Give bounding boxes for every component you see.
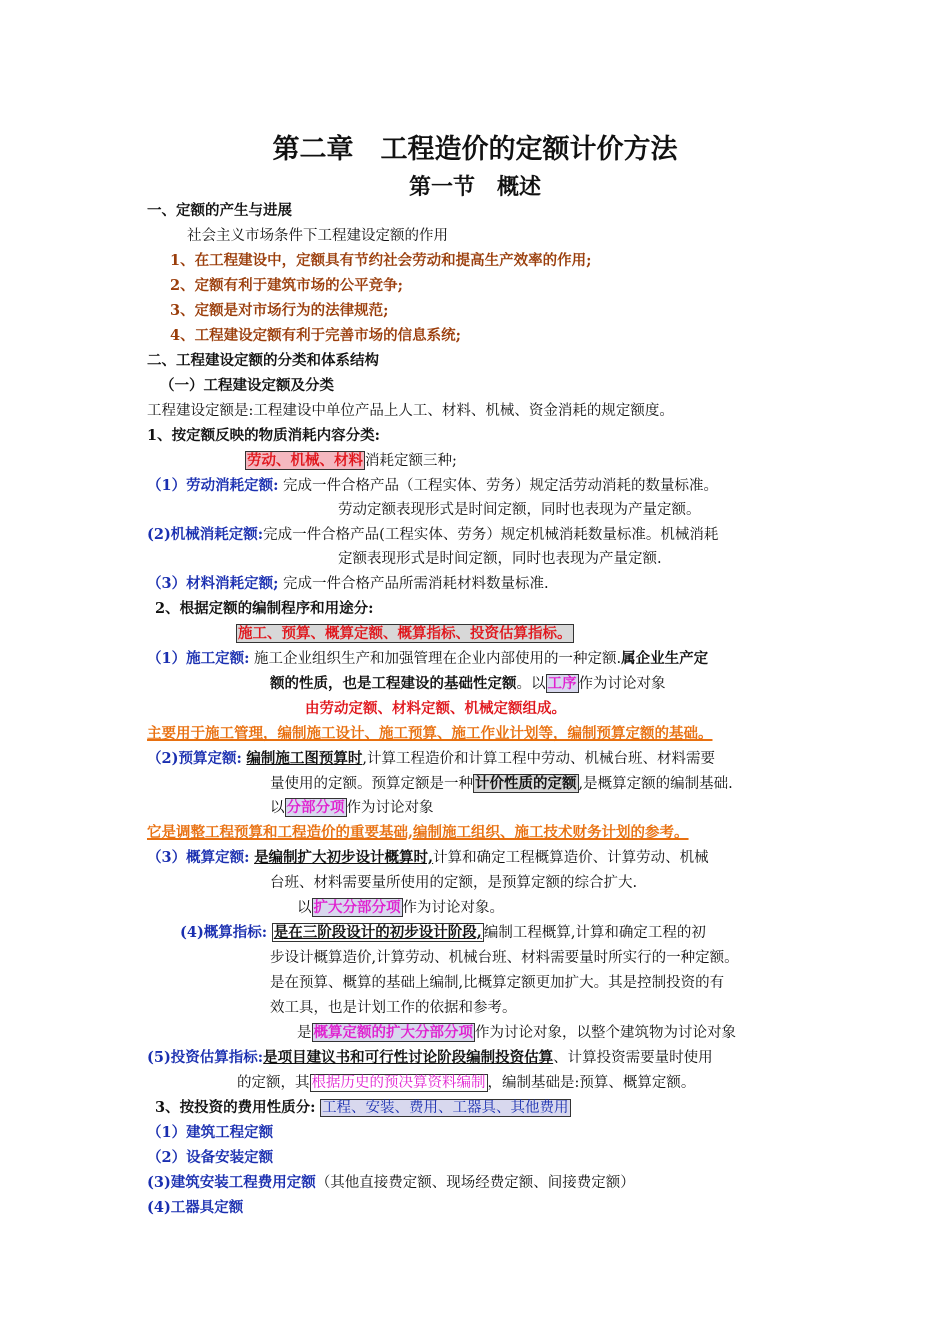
labor-quota-label: （1）劳动消耗定额: — [147, 477, 279, 494]
c3-heading: 3、按投资的费用性质分: — [155, 1099, 316, 1116]
budget-quota-use: 它是调整工程预算和工程造价的重要基础,编制施工组织、施工技术财务计划的参考。 — [147, 824, 689, 841]
estimate-quota-line-3: 以 扩大分部分项 作为讨论对象。 — [297, 899, 504, 916]
investment-index-line: (5)投资估算指标:是项目建议书和可行性讨论阶段编制投资估算、计算投资需要量时使用 — [147, 1049, 713, 1066]
s2-heading: 二、工程建设定额的分类和体系结构 — [147, 352, 379, 369]
historical-data-box: 根据历史的预决算资料编制 — [311, 1075, 486, 1091]
construction-quota-use: 主要用于施工管理，编制施工设计、施工预算、施工作业计划等，编制预算定额的基础。 — [147, 725, 713, 742]
design-stage-box: 是在三阶段设计的初步设计阶段, — [273, 924, 482, 941]
s1-heading: 一、定额的产生与进展 — [147, 202, 292, 219]
estimate-index-line-2: 步设计概算造价,计算劳动、机械台班、材料需要量时所实行的一种定额。 — [270, 950, 739, 966]
s2-sub1: （一）工程建设定额及分类 — [160, 377, 334, 394]
process-box: 工序 — [547, 675, 577, 692]
pricing-nature-box: 计价性质的定额 — [475, 775, 577, 792]
c1-highlight: 劳动、机械、材料 — [247, 452, 363, 469]
budget-quota-line: （2)预算定额: 编制施工图预算时,计算工程造价和计算工程中劳动、机械台班、材料需要 — [147, 750, 716, 767]
construction-quota-line: （1）施工定额: 施工企业组织生产和加强管理在企业内部使用的一种定额.属企业生产定 — [147, 650, 709, 667]
budget-quota-label: （2)预算定额: — [147, 750, 242, 767]
machine-quota-line: (2)机械消耗定额:完成一件合格产品(工程实体、劳务）规定机械消耗数量标准。机械消耗 — [147, 526, 719, 543]
construction-quota-composition: 由劳动定额、材料定额、机械定额组成。 — [305, 700, 566, 717]
budget-quota-line-3: 以 分部分项 作为讨论对象 — [270, 799, 434, 816]
c3-heading-line — [155, 1097, 571, 1119]
construction-quota-line-2: 额的性质，也是工程建设的基础性定额。以 工序 作为讨论对象 — [270, 675, 666, 692]
estimate-index-label: (4)概算指标: — [180, 924, 268, 941]
estimate-quota-line-2: 台班、材料需要量所使用的定额，是预算定额的综合扩大. — [270, 875, 638, 891]
s2-definition: 工程建设定额是:工程建设中单位产品上人工、材料、机械、资金消耗的规定额度。 — [147, 403, 674, 419]
estimate-index-line-5: 是 概算定额的扩大分部分项 作为讨论对象，以整个建筑物为讨论对象 — [297, 1024, 736, 1041]
c1-heading: 1、按定额反映的物质消耗内容分类: — [147, 427, 380, 444]
budget-quota-line-2: 量使用的定额。预算定额是一种 计价性质的定额 ,是概算定额的编制基础. — [270, 775, 733, 792]
c3-item-2: （2）设备安装定额 — [147, 1149, 274, 1166]
estimate-index-line-3: 是在预算、概算的基础上编制,比概算定额更加扩大。其是控制投资的有 — [270, 975, 725, 991]
construction-quota-label: （1）施工定额: — [147, 650, 250, 667]
labor-quota-line-2: 劳动定额表现形式是时间定额，同时也表现为产量定额。 — [338, 502, 701, 518]
chapter-title: 第二章 工程造价的定额计价方法 — [272, 134, 678, 165]
sub-item-box: 分部分项 — [286, 799, 345, 816]
s1-intro: 社会主义市场条件下工程建设定额的作用 — [187, 228, 448, 244]
s1-item-1: 1、在工程建设中，定额具有节约社会劳动和提高生产效率的作用; — [170, 252, 592, 269]
s1-item-2: 2、定额有利于建筑市场的公平竞争; — [170, 277, 403, 294]
estimate-quota-line: （3）概算定额: 是编制扩大初步设计概算时,计算和确定工程概算造价、计算劳动、机械 — [147, 849, 709, 866]
expanded-sub-item-box: 扩大分部分项 — [313, 899, 401, 916]
cost-nature-box: 工程、安装、费用、工器具、其他费用 — [322, 1100, 569, 1116]
material-quota-line: （3）材料消耗定额; 完成一件合格产品所需消耗材料数量标准. — [147, 575, 549, 592]
expanded-estimate-box: 概算定额的扩大分部分项 — [313, 1024, 473, 1041]
c2-highlight: 施工、预算、概算定额、概算指标、投资估算指标。 — [238, 625, 572, 642]
c3-item-3: (3)建筑安装工程费用定额（其他直接费定额、现场经费定额、间接费定额） — [147, 1174, 635, 1191]
c2-highlight-line — [236, 623, 574, 645]
c3-item-1: （1）建筑工程定额 — [147, 1124, 274, 1141]
s1-item-3: 3、定额是对市场行为的法律规范; — [170, 302, 389, 319]
estimate-index-line-4: 效工具，也是计划工作的依据和参考。 — [270, 1000, 517, 1016]
estimate-index-line: (4)概算指标: 是在三阶段设计的初步设计阶段, 编制工程概算,计算和确定工程的初 — [180, 924, 706, 941]
c2-heading: 2、根据定额的编制程序和用途分: — [155, 600, 374, 617]
machine-quota-line-2: 定额表现形式是时间定额，同时也表现为产量定额. — [338, 551, 662, 567]
investment-index-label: (5)投资估算指标: — [147, 1049, 264, 1066]
material-quota-label: （3）材料消耗定额; — [147, 575, 279, 592]
investment-index-line-2: 的定额，其 根据历史的预决算资料编制 ，编制基础是:预算、概算定额。 — [237, 1075, 696, 1091]
machine-quota-label: (2)机械消耗定额: — [147, 526, 264, 543]
s1-item-4: 4、工程建设定额有利于完善市场的信息系统; — [170, 327, 461, 344]
c3-item-4: (4)工器具定额 — [147, 1199, 244, 1216]
section-title: 第一节 概述 — [408, 175, 541, 200]
labor-quota-line: （1）劳动消耗定额: 完成一件合格产品（工程实体、劳务）规定活劳动消耗的数量标准。 — [147, 477, 719, 494]
c1-highlight-line: 劳动、机械、材料 消耗定额三种; — [247, 452, 457, 469]
estimate-quota-label: （3）概算定额: — [147, 849, 250, 866]
